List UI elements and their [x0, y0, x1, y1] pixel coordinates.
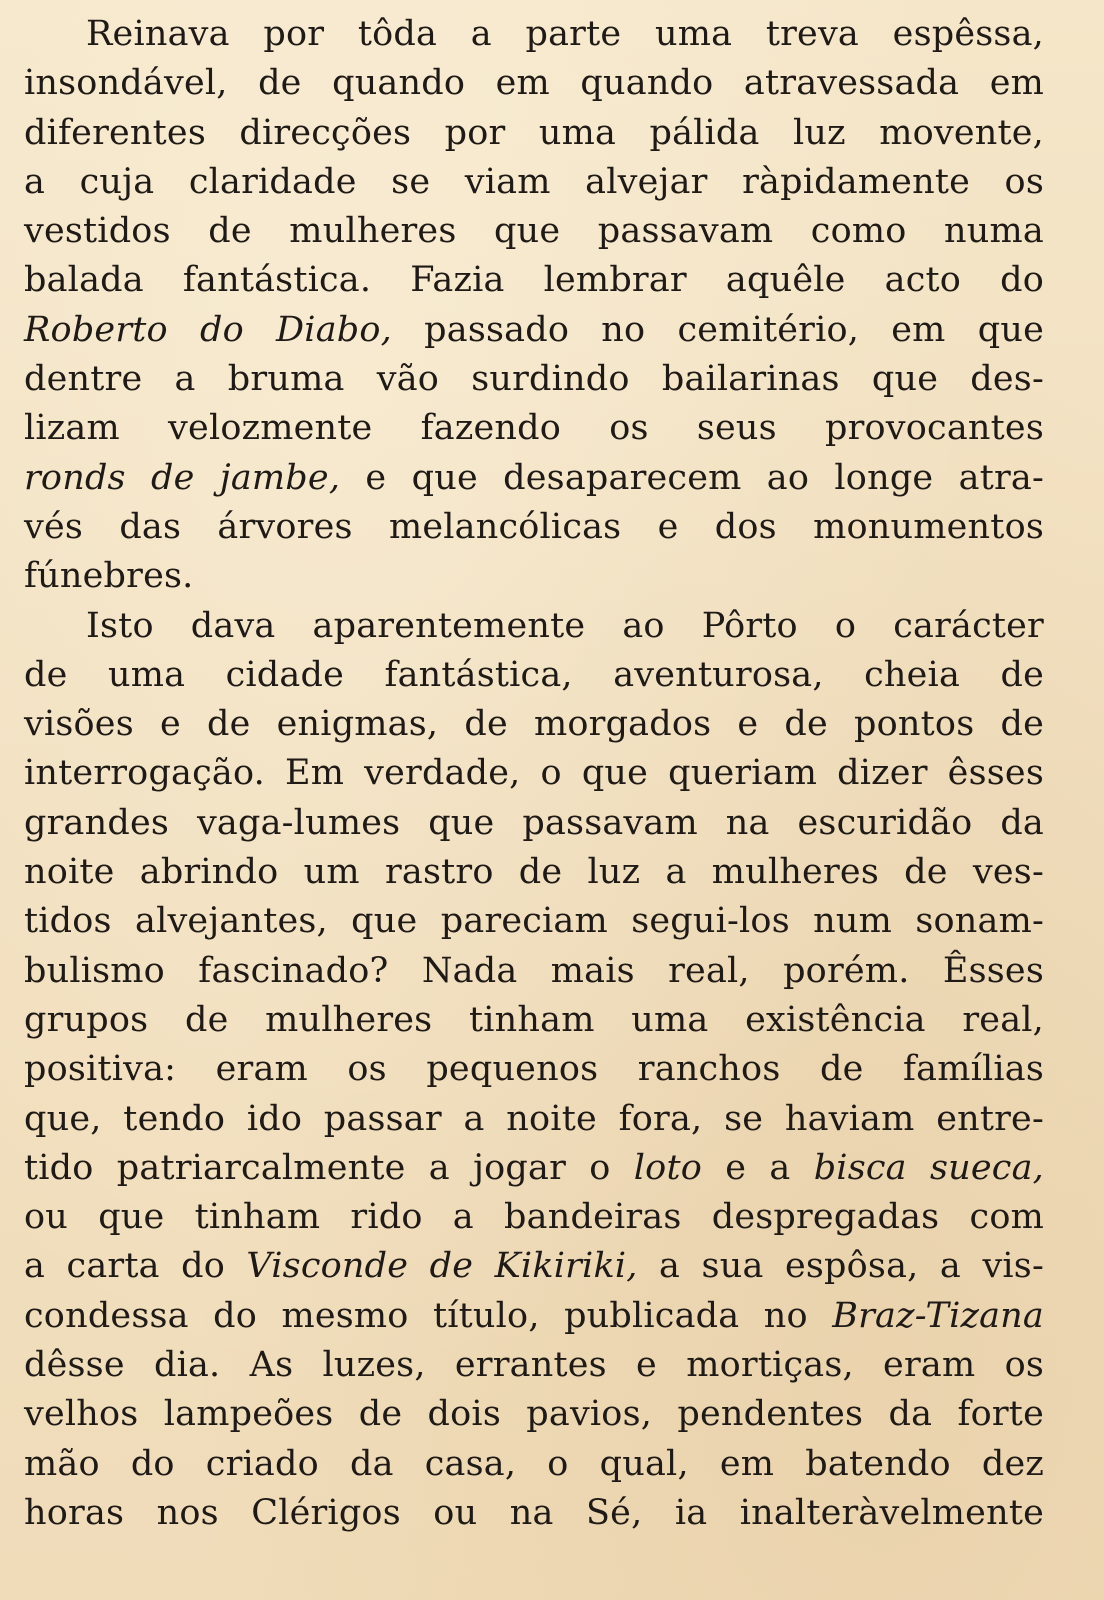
- text-segment: visões e de enigmas, de morgados e de pontos de: [24, 704, 1044, 745]
- text-line: [24, 897, 1044, 946]
- text-segment: de uma cidade fantástica, aventurosa, cheia de: [24, 654, 1044, 695]
- text-segment: vés das árvores melancólicas e dos monumentos: [24, 506, 1044, 547]
- text-segment: lizam velozmente fazendo os seus provocantes: [24, 408, 1044, 449]
- text-segment: balada fantástica. Fazia lembrar aquêle acto do: [24, 260, 1044, 301]
- text-line: [24, 1095, 1044, 1144]
- text-segment: interrogação. Em verdade, o que queriam dizer êsses: [24, 753, 1044, 794]
- text-segment: fúnebres.: [24, 556, 194, 597]
- text-line: [24, 1440, 1044, 1489]
- text-segment: noite abrindo um rastro de luz a mulheres de ves-: [24, 852, 1044, 893]
- text-segment: a cuja claridade se viam alvejar ràpidamente os: [24, 161, 1044, 202]
- text-line: [24, 454, 1044, 503]
- text-segment: grupos de mulheres tinham uma existência real,: [24, 999, 1044, 1040]
- text-line: [24, 651, 1044, 700]
- text-segment: horas nos Clérigos ou na Sé, ia inalteràvelmente: [24, 1492, 1044, 1533]
- text-segment: tido patriarcalmente a jogar o: [24, 1147, 634, 1188]
- text-line: [24, 1341, 1044, 1390]
- text-line: [24, 602, 1044, 651]
- body-text: [24, 10, 1044, 1538]
- text-line: [24, 1144, 1044, 1193]
- text-segment: e que desaparecem ao longe atra-: [340, 457, 1044, 498]
- text-segment: Isto dava aparentemente ao Pôrto o carácter: [86, 605, 1044, 646]
- text-line: [24, 749, 1044, 798]
- text-line: [24, 1489, 1044, 1538]
- italic-text-segment: Braz-Tizana: [832, 1295, 1044, 1336]
- text-segment: tidos alvejantes, que pareciam segui-los num sonam-: [24, 901, 1044, 942]
- italic-text-segment: Visconde de Kikiriki,: [246, 1246, 638, 1287]
- text-line: [24, 552, 1044, 601]
- text-line: [24, 700, 1044, 749]
- text-line: [24, 799, 1044, 848]
- text-line: [24, 404, 1044, 453]
- text-segment: a carta do: [24, 1246, 247, 1287]
- text-line: [24, 10, 1044, 59]
- text-segment: que, tendo ido passar a noite fora, se haviam entre-: [24, 1098, 1044, 1139]
- text-segment: dêsse dia. As luzes, errantes e mortiças, eram os: [24, 1345, 1044, 1386]
- text-line: [24, 59, 1044, 108]
- text-segment: passado no cemitério, em que: [391, 309, 1044, 350]
- text-segment: velhos lampeões de dois pavios, pendentes da forte: [24, 1394, 1044, 1435]
- text-line: [24, 1390, 1044, 1439]
- text-segment: mão do criado da casa, o qual, em batendo dez: [24, 1443, 1044, 1484]
- text-segment: Reinava por tôda a parte uma treva espêssa,: [86, 14, 1044, 54]
- text-line: [24, 947, 1044, 996]
- text-line: [24, 109, 1044, 158]
- text-line: [24, 1292, 1044, 1341]
- text-segment: condessa do mesmo título, publicada no: [24, 1295, 833, 1336]
- text-segment: dentre a bruma vão surdindo bailarinas que des-: [24, 359, 1044, 400]
- italic-text-segment: Roberto do Diabo,: [24, 309, 392, 350]
- text-line: [24, 503, 1044, 552]
- italic-text-segment: loto: [633, 1147, 702, 1188]
- text-line: [24, 1193, 1044, 1242]
- text-line: [24, 848, 1044, 897]
- text-segment: ou que tinham rido a bandeiras despregadas com: [24, 1197, 1044, 1238]
- text-segment: insondável, de quando em quando atravessada em: [24, 63, 1044, 104]
- text-segment: a sua espôsa, a vis-: [637, 1246, 1044, 1287]
- text-line: [24, 306, 1044, 355]
- text-segment: diferentes direcções por uma pálida luz movente,: [24, 112, 1044, 153]
- text-line: [24, 1045, 1044, 1094]
- text-segment: vestidos de mulheres que passavam como numa: [24, 211, 1044, 252]
- text-line: [24, 1242, 1044, 1291]
- text-line: [24, 158, 1044, 207]
- text-segment: bulismo fascinado? Nada mais real, porém. Êsses: [24, 950, 1044, 991]
- text-line: [24, 996, 1044, 1045]
- text-line: [24, 355, 1044, 404]
- text-segment: e a: [701, 1147, 814, 1188]
- text-line: [24, 256, 1044, 305]
- text-line: [24, 207, 1044, 256]
- italic-text-segment: bisca sueca,: [813, 1147, 1044, 1188]
- text-segment: positiva: eram os pequenos ranchos de famílias: [24, 1049, 1044, 1090]
- text-segment: grandes vaga-lumes que passavam na escuridão da: [24, 802, 1044, 843]
- italic-text-segment: ronds de jambe,: [24, 457, 341, 498]
